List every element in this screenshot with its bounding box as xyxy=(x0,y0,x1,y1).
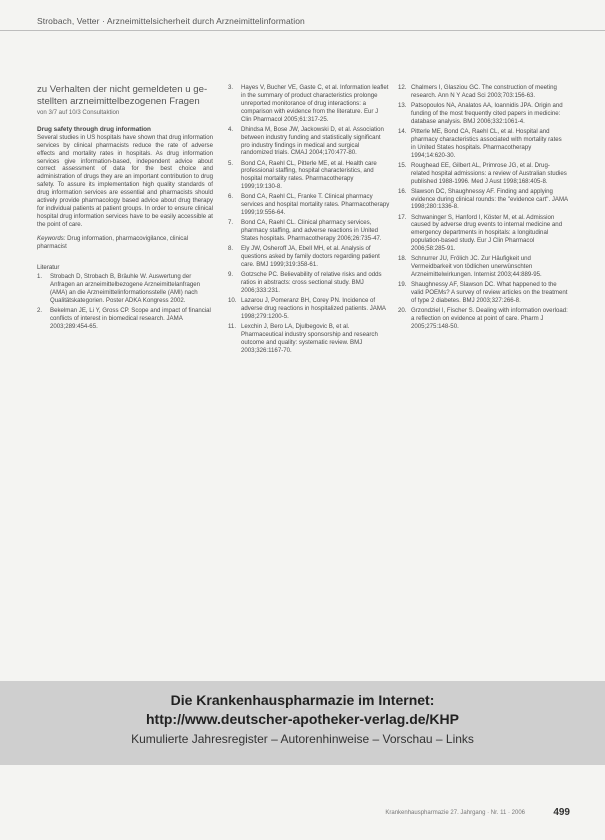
reference-number: 2. xyxy=(37,307,43,315)
reference-number: 1. xyxy=(37,273,43,281)
reference-item xyxy=(398,84,568,100)
reference-item xyxy=(398,188,568,212)
reference-number: 18. xyxy=(398,255,407,263)
reference-text: Schwaninger S, Hanford I, Köster M, et al. Admission caused by adverse drug events to internal medicine and emergency departments in hospitals: a longitudinal population-based study. Eur J Clin Pharmacol 2006;58:285-91. xyxy=(411,213,563,253)
reference-number: 14. xyxy=(398,127,407,135)
reference-number: 11. xyxy=(228,322,237,330)
literature-heading: Literatur xyxy=(37,263,60,271)
reference-item xyxy=(37,273,213,305)
reference-number: 17. xyxy=(398,213,407,221)
running-header: Strobach, Vetter · Arzneimittelsicherheit durch Arzneimittelinformation xyxy=(37,16,305,26)
reference-text: Shaughnessy AF, Slawson DC. What happened to the valid POEMs? A survey of review articles on the treatment of type 2 diabetes. BMJ 2003;327:266-8. xyxy=(411,281,568,304)
reference-number: 9. xyxy=(228,271,234,279)
reference-text: Bekelman JE, Li Y, Gross CP. Scope and impact of financial conflicts of interest in biomedical research. JAMA 2003;289:454-65. xyxy=(50,307,211,331)
reference-item xyxy=(228,126,390,158)
banner-url-link[interactable]: http://www.deutscher-apotheker-verlag.de/KHP xyxy=(146,711,459,727)
journal-footer: Krankenhauspharmazie 27. Jahrgang · Nr. 11 · 2006 xyxy=(385,810,525,816)
keywords-line xyxy=(37,235,213,251)
reference-item xyxy=(398,255,568,279)
reference-number: 8. xyxy=(228,245,234,253)
reference-text: Grzondziel I, Fischer S. Dealing with information overload: a reflection on evidence at point of care. Pharm J 2005;275:148-50. xyxy=(411,307,568,330)
reference-text: Schnurrer JU, Frölich JC. Zur Häufigkeit und Vermeidbarkeit von tödlichen unerwünschten Arzneimittelwirkungen. Internist 2003;44:889-95. xyxy=(411,255,542,279)
reference-item xyxy=(398,281,568,305)
reference-text: Strobach D, Strobach B, Bräuhle W. Auswertung der Anfragen an arzneimittelbezogene Arzneimittelanfragen (AMA) an die Arzneimittelinformationsstelle (AMI) nach Qualitätskategorien. Poster ADKA Kongress 2002. xyxy=(50,273,201,305)
reference-item xyxy=(37,307,213,331)
reference-number: 5. xyxy=(228,159,234,167)
page-number: 499 xyxy=(553,807,570,818)
reference-item xyxy=(228,84,390,124)
keywords-text: Drug information, pharmacovigilance, clinical pharmacist xyxy=(37,234,189,250)
section-question-title: zu Verhalten der nicht gemeldeten u ge-stellten arzneimittelbezogenen Fragen xyxy=(37,84,208,107)
reference-text: Bond CA, Raehl CL, Pitterle ME, et al. Health care professional staffing, hospital characteristics, and hospital mortality rates. Pharmacotherapy 1999;19:130-8. xyxy=(241,159,377,191)
reference-item xyxy=(228,297,390,321)
reference-text: Bond CA, Raehl CL, Franke T. Clinical pharmacy services and hospital mortality rates. Pharmacotherapy 1999;19:556-64. xyxy=(241,193,390,217)
reference-text: Gotzsche PC. Believability of relative risks and odds ratios in abstracts: cross sectional study. BMJ 2006;333:231. xyxy=(241,271,382,294)
reference-item xyxy=(228,160,390,192)
reference-item xyxy=(228,271,390,295)
reference-text: Bond CA, Raehl CL. Clinical pharmacy services, pharmacy staffing, and adverse reactions in United States hospitals. Pharmacotherapy 2006;26:735-47. xyxy=(241,219,382,243)
banner-subline: Kumulierte Jahresregister – Autorenhinweise – Vorschau – Links xyxy=(131,732,474,746)
section-question-ref: von 3/7 auf 10/3 Consultaktion xyxy=(37,109,120,116)
reference-list-middle xyxy=(228,84,390,355)
reference-number: 15. xyxy=(398,161,407,169)
right-column xyxy=(398,84,568,333)
reference-text: Hayes V, Bucher VE, Gaste C, et al. Information leaflet in the summary of product characteristics prolonge unreported monitorance of drug interactions: a comparison with evidence from the literature. Eur J Clin Pharmacol 2005;61:317-25. xyxy=(241,84,389,123)
reference-text: Lazarou J, Pomeranz BH, Corey PN. Incidence of adverse drug reactions in hospitalized patients. JAMA 1998;279:1200-5. xyxy=(241,296,386,320)
reference-item xyxy=(228,193,390,217)
reference-number: 10. xyxy=(228,296,237,304)
keywords-label: Keywords: xyxy=(37,234,66,242)
reference-list-left xyxy=(37,273,213,331)
reference-number: 13. xyxy=(398,102,407,109)
reference-item xyxy=(398,214,568,254)
reference-item xyxy=(228,245,390,269)
reference-number: 12. xyxy=(398,84,407,91)
reference-number: 16. xyxy=(398,187,407,195)
reference-number: 20. xyxy=(398,307,407,315)
reference-item xyxy=(228,323,390,355)
reference-text: Slawson DC, Shaughnessy AF. Finding and applying evidence during clinical rounds: the "evidence cart". JAMA 1998;280:1336-8. xyxy=(411,187,568,211)
reference-text: Lexchin J, Bero LA, Djulbegovic B, et al. Pharmaceutical industry sponsorship and research outcome and quality: systematic review. BMJ 2003;326:1167-70. xyxy=(241,322,378,354)
reference-text: Patsopoulos NA, Analatos AA, Ioannidis JPA. Origin and funding of the most frequently cited papers in medicine: database analysis. BMJ 2006;332:1061-4. xyxy=(411,102,563,125)
reference-number: 4. xyxy=(228,125,234,133)
abstract-title: Drug safety through drug information xyxy=(37,125,151,133)
reference-number: 6. xyxy=(228,193,234,201)
reference-item xyxy=(398,128,568,160)
reference-text: Ely JW, Osheroff JA, Ebell MH, et al. Analysis of questions asked by family doctors regarding patient care. BMJ 1999;319:358-61. xyxy=(241,245,380,268)
reference-text: Dhindsa M, Bose JW, Jackowski D, et al. Association between industry funding and statistically significant pro industry findings in medical and surgical randomized trials. CMAJ 2004;170:477-80. xyxy=(241,125,384,157)
reference-number: 19. xyxy=(398,281,407,289)
reference-item xyxy=(398,102,568,126)
reference-list-right xyxy=(398,84,568,331)
reference-text: Chalmers I, Glasziou GC. The construction of meeting research. Ann N Y Acad Sci 2003;703:156-63. xyxy=(411,84,557,99)
left-column xyxy=(37,84,213,333)
abstract-text: Several studies in US hospitals have shown that drug information services by clinical pharmacists reduce the rate of adverse effects and mortality rates in hospitals. As drug information services give information-based, independent advice about correct assessment of data for the best choice and administration of drugs they are an important contribution to drug safety. To assure its implementation high quality standards of drug information services are essential and pharmacists should actively provide pharmacology based advice about drug therapy for individual patients at patient groups. In order to ensure clinical hospital drug information services have to be easily accessible at the point of care. xyxy=(37,133,213,228)
reference-item xyxy=(398,162,568,186)
middle-column xyxy=(228,84,390,357)
header-divider xyxy=(0,30,605,31)
banner-heading: Die Krankenhauspharmazie im Internet: xyxy=(170,692,435,708)
reference-number: 7. xyxy=(228,219,234,227)
reference-item xyxy=(398,307,568,331)
reference-number: 3. xyxy=(228,84,234,91)
reference-text: Pitterle ME, Bond CA, Raehl CL, et al. Hospital and pharmacy characteristics associated with mortality rates in United States hospitals. Pharmacotherapy 1994;14:620-30. xyxy=(411,127,562,159)
reference-item xyxy=(228,219,390,243)
reference-text: Roughead EE, Gilbert AL, Primrose JG, et al. Drug-related hospital admissions: a review of Australian studies published 1988-1996. Med J Aust 1998;168:405-8. xyxy=(411,161,567,185)
